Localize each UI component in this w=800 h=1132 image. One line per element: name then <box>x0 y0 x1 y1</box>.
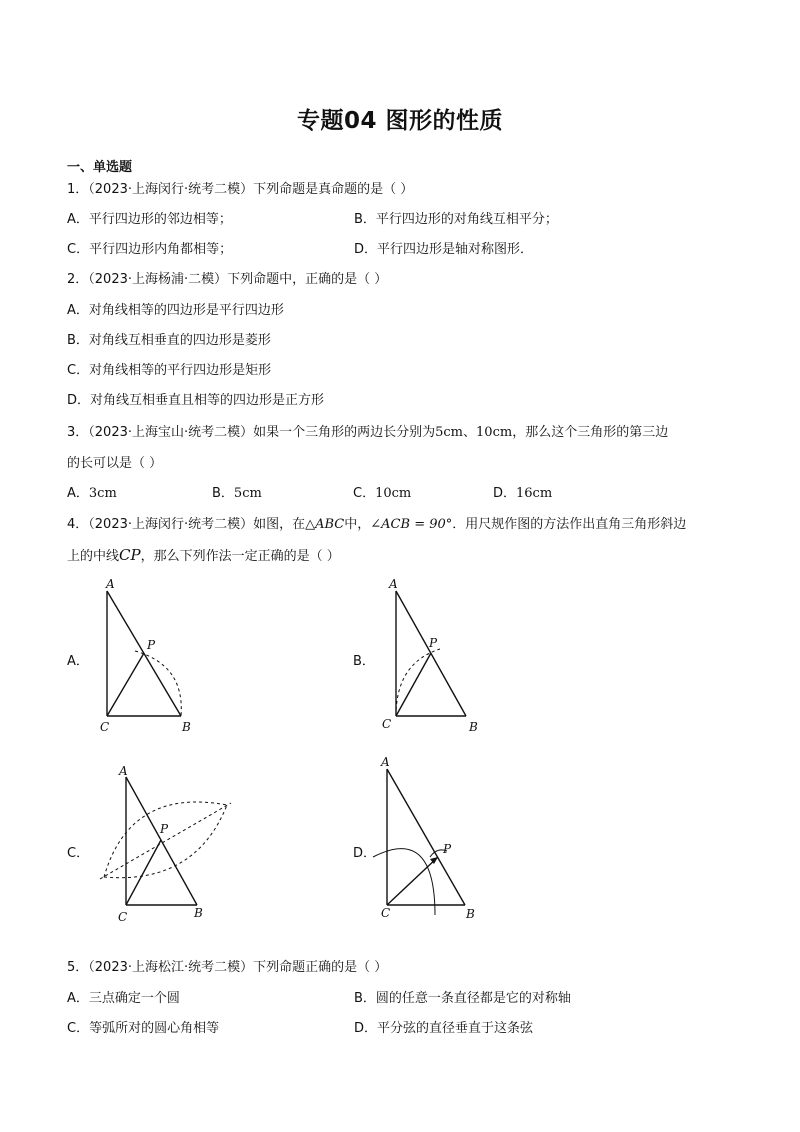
figure-a-point-a: A <box>106 577 115 591</box>
question-3-separator: 、 <box>463 425 477 440</box>
option-value: 10cm <box>375 486 412 501</box>
question-4-stem <box>67 513 686 532</box>
figure-b-point-p: P <box>429 636 438 650</box>
question-3-option-a <box>67 482 117 501</box>
question-1-option-a: A．平行四边形的邻边相等； <box>67 212 232 227</box>
figure-d-point-p: P <box>443 842 452 856</box>
figure-c-point-b: B <box>194 906 203 920</box>
question-3-stem-post: ，那么这个三角形的第三边 <box>512 425 669 440</box>
question-4-angle: ∠ACB = 90° <box>370 517 453 532</box>
figure-c-perpendicular-bisector <box>100 803 231 879</box>
figure-c-arc-lower <box>104 805 227 878</box>
figure-c-point-c: C <box>118 910 128 924</box>
question-4-line2-pre: 上的中线 <box>67 549 120 564</box>
figure-a-point-b: B <box>182 720 191 734</box>
question-4-cp: CP <box>119 546 141 564</box>
figure-d <box>375 755 505 925</box>
question-1-stem: 1．（2023·上海闵行·统考二模）下列命题是真命题的是（ ） <box>67 182 414 197</box>
figure-b <box>384 575 504 735</box>
figure-b-point-c: C <box>382 717 392 731</box>
figure-a-construction-arc <box>135 651 181 716</box>
question-5-option-a: A．三点确定一个圆 <box>67 991 180 1006</box>
figure-a-median-cp <box>107 653 144 716</box>
question-2-stem: 2．（2023·上海杨浦·二模）下列命题中，正确的是（ ） <box>67 272 388 287</box>
figure-d-point-c: C <box>381 906 391 920</box>
question-3-option-d <box>493 482 552 501</box>
section-heading: 一、单选题 <box>67 160 133 175</box>
question-2-option-b: B．对角线互相垂直的四边形是菱形 <box>67 333 271 348</box>
question-3-value-1: 5cm <box>435 425 464 440</box>
question-4-triangle: △ABC <box>305 517 345 532</box>
figure-c-point-a: A <box>119 764 128 778</box>
figure-a-point-c: C <box>100 720 110 734</box>
figure-b-point-a: A <box>389 577 398 591</box>
question-2-option-c: C．对角线相等的平行四边形是矩形 <box>67 363 272 378</box>
question-4-line2-post: ，那么下列作法一定正确的是（ ） <box>140 549 340 564</box>
figure-d-median-cp <box>387 857 438 905</box>
figure-a <box>95 575 215 735</box>
question-3-value-2: 10cm <box>476 425 513 440</box>
figure-d-point-a: A <box>381 755 390 769</box>
figure-c-label: C． <box>67 846 90 861</box>
option-label: D． <box>493 486 517 501</box>
question-3-stem-line2: 的长可以是（ ） <box>67 456 163 471</box>
figure-a-label: A． <box>67 654 89 669</box>
option-value: 5cm <box>233 486 262 501</box>
question-3-option-c <box>353 482 411 501</box>
question-3-stem <box>67 421 668 440</box>
figure-d-side-ab <box>387 769 465 905</box>
question-4-stem-pre: 4．（2023·上海闵行·统考二模）如图，在 <box>67 517 306 532</box>
question-5-option-b: B．圆的任意一条直径都是它的对称轴 <box>354 991 571 1006</box>
option-label: B． <box>212 486 234 501</box>
question-1-option-c: C．平行四边形内角都相等； <box>67 242 233 257</box>
figure-c-median-cp <box>126 840 161 905</box>
figure-b-point-b: B <box>469 720 478 734</box>
question-2-option-a: A．对角线相等的四边形是平行四边形 <box>67 303 284 318</box>
figure-a-point-p: P <box>147 638 156 652</box>
question-1-option-d: D．平行四边形是轴对称图形． <box>354 242 534 257</box>
question-4-stem-post: ．用尺规作图的方法作出直角三角形斜边 <box>452 517 687 532</box>
figure-d-label: D． <box>353 846 377 861</box>
page-title: 专题04 图形的性质 <box>296 108 503 134</box>
question-4-stem-mid: 中， <box>344 517 371 532</box>
figure-b-label: B． <box>353 654 375 669</box>
figure-c <box>95 765 245 925</box>
figure-d-point-b: B <box>466 907 475 921</box>
option-label: A． <box>67 486 89 501</box>
figure-c-point-p: P <box>160 822 169 836</box>
option-label: C． <box>353 486 376 501</box>
question-3-stem-pre: 3．（2023·上海宝山·统考二模）如果一个三角形的两边长分别为 <box>67 425 436 440</box>
question-5-stem: 5．（2023·上海松江·统考二模）下列命题正确的是（ ） <box>67 960 388 975</box>
question-4-stem-line2 <box>67 545 340 564</box>
question-3-option-b <box>212 482 262 501</box>
question-5-option-c: C．等弧所对的圆心角相等 <box>67 1021 220 1036</box>
option-value: 3cm <box>88 486 117 501</box>
option-value: 16cm <box>516 486 553 501</box>
question-5-option-d: D．平分弦的直径垂直于这条弦 <box>354 1021 534 1036</box>
question-2-option-d: D．对角线互相垂直且相等的四边形是正方形 <box>67 393 325 408</box>
question-1-option-b: B．平行四边形的对角线互相平分； <box>354 212 558 227</box>
